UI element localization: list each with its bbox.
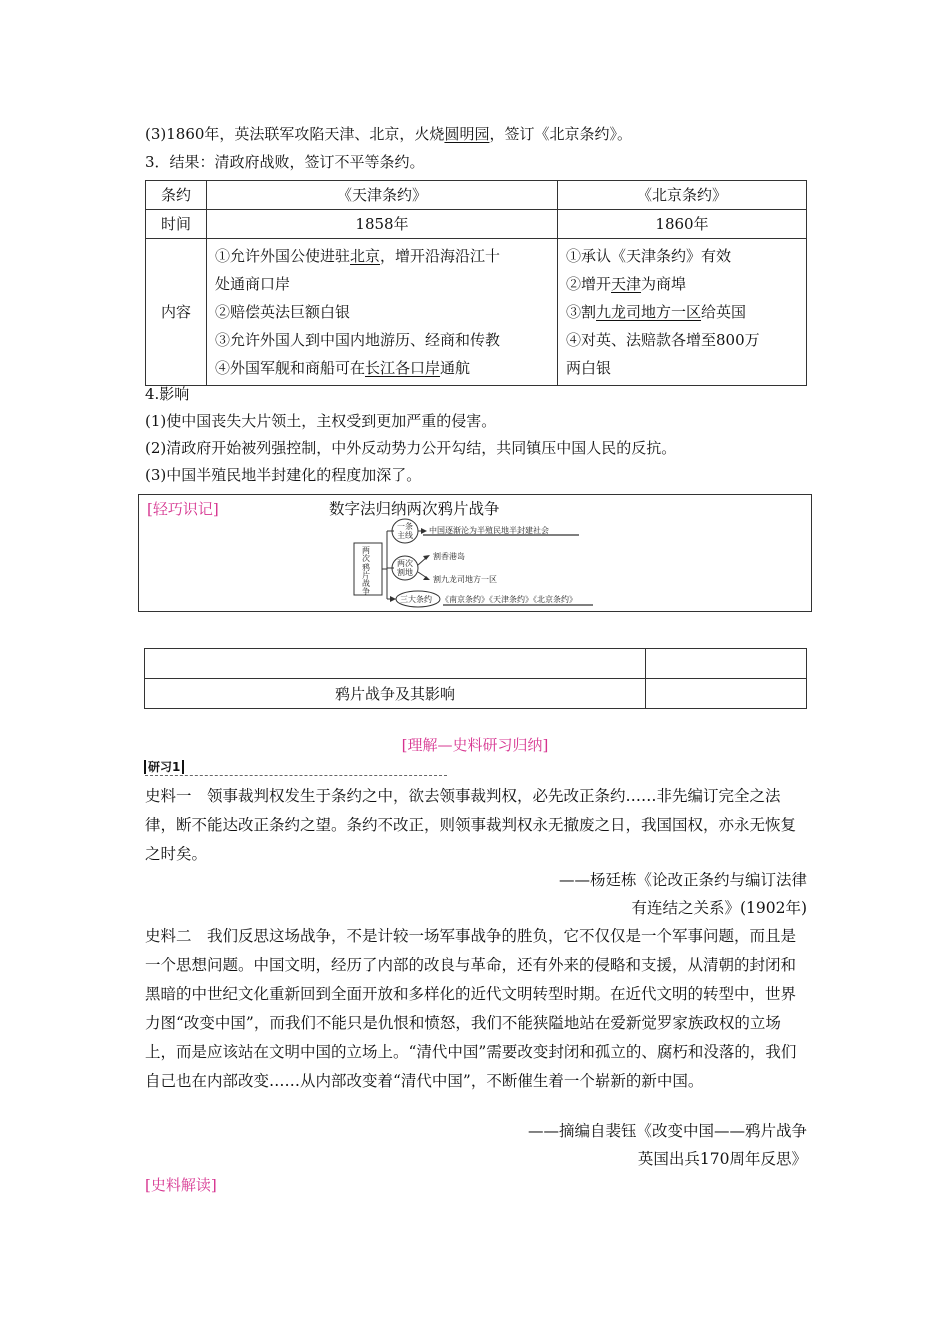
- source-two: 史料二 我们反思这场战争，不是计较一场军事战争的胜负，它不仅仅是一个军事问题，而且是一个思想问题。中国文明，经历了内部的改良与革命，还有外来的侵略和支援，从清朝的封闭和黑暗的中世纪文化重新回到全面开放和多样化的近代文明转型时期。在近代文明的转型中，世界力图“改变中国”，而我们不能只是仇恨和愤怒，我们不能狭隘地站在爱新觉罗家族政权的立场上，而是应该站在文明中国的立场上。“清代中国”需要改变封闭和孤立的、腐朽和没落的，我们自己也在内部改变……从内部改变着“清代中国”，不断催生着一个崭新的新中国。: [145, 927, 797, 1090]
- time-tianjin: 1858年: [207, 210, 558, 239]
- source-one: 史料一 领事裁判权发生于条约之中，欲去领事裁判权，必先改正条约……非先编订完全之法律，断不能达改正条约之望。条约不改正，则领事裁判权永无撤废之日，我国国权，亦永无恢复之时矣。: [145, 787, 797, 863]
- dashed-divider: [145, 775, 447, 776]
- source-one-citation-1: ——杨廷栋《论改正条约与编订法律: [558, 871, 807, 889]
- branch1-text: 中国逐渐沦为半殖民地半封建社会: [429, 526, 549, 535]
- root-char-4: 片: [362, 571, 370, 580]
- branch2-item-2: 割九龙司地方一区: [433, 575, 497, 584]
- root-char-1: 两: [362, 546, 370, 555]
- content-tianjin: ①允许外国公使进驻北京，增开沿海沿江十 处通商口岸 ②赔偿英法巨额白银 ③允许外国人到中国内地游历、经商和传教 ④外国军舰和商船可在长江各口岸通航: [207, 239, 558, 386]
- branch3-text: 《南京条约》《天津条约》《北京条约》: [441, 595, 577, 604]
- root-char-2: 次: [362, 554, 370, 563]
- memory-tag: [轻巧识记]: [147, 500, 219, 518]
- root-char-5: 战: [362, 579, 370, 588]
- result-line: 3．结果：清政府战败，签订不平等条约。: [145, 153, 425, 171]
- content-label: 内容: [146, 239, 207, 386]
- branch1-label-2: 主线: [397, 531, 413, 540]
- root-char-3: 鸦: [362, 563, 370, 572]
- impact-item-3: (3)中国半殖民地半封建化的程度加深了。: [145, 466, 422, 484]
- source-two-citation-1: ——摘编自裴钰《改变中国——鸦片战争: [527, 1122, 807, 1140]
- header-beijing: 《北京条约》: [558, 181, 807, 210]
- branch1-label-1: 一条: [397, 522, 413, 531]
- source-two-citation-2: 英国出兵170周年反思》: [637, 1150, 807, 1168]
- impact-item-2: (2)清政府开始被列强控制，中外反动势力公开勾结，共同镇压中国人民的反抗。: [145, 439, 677, 457]
- topic-table: [144, 648, 807, 709]
- memory-title: 数字法归纳两次鸦片战争: [329, 500, 500, 518]
- content-beijing: ①承认《天津条约》有效 ②增开天津为商埠 ③割九龙司地方一区给英国 ④对英、法赔款各增至800万 两白银: [558, 239, 807, 386]
- header-treaty: 条约: [146, 181, 207, 210]
- impact-item-1: (1)使中国丧失大片领土，主权受到更加严重的侵害。: [145, 412, 497, 430]
- time-label: 时间: [146, 210, 207, 239]
- branch2-label-1: 两次: [397, 559, 413, 568]
- branch2-label-2: 割地: [397, 568, 413, 577]
- time-beijing: 1860年: [558, 210, 807, 239]
- impact-title: 4.影响: [145, 385, 190, 403]
- interpretation-tag: [史料解读]: [145, 1176, 217, 1194]
- branch2-item-1: 割香港岛: [433, 552, 465, 561]
- branch3-label: 三大条约: [400, 595, 432, 604]
- root-char-6: 争: [362, 587, 370, 596]
- topic-cell: 鸦片战争及其影响: [145, 679, 646, 709]
- memory-box: [138, 494, 812, 612]
- treaty-table: [145, 180, 807, 386]
- two-opium-wars-diagram: [139, 495, 811, 611]
- study-heading: [理解—史料研习归纳]: [401, 736, 549, 754]
- header-tianjin: 《天津条约》: [207, 181, 558, 210]
- source-one-citation-2: 有连结之关系》(1902年): [631, 899, 807, 917]
- study-tag: 研习1: [144, 760, 184, 774]
- line-yuanmingyuan: (3)1860年，英法联军攻陷天津、北京，火烧圆明园，签订《北京条约》。: [145, 125, 632, 143]
